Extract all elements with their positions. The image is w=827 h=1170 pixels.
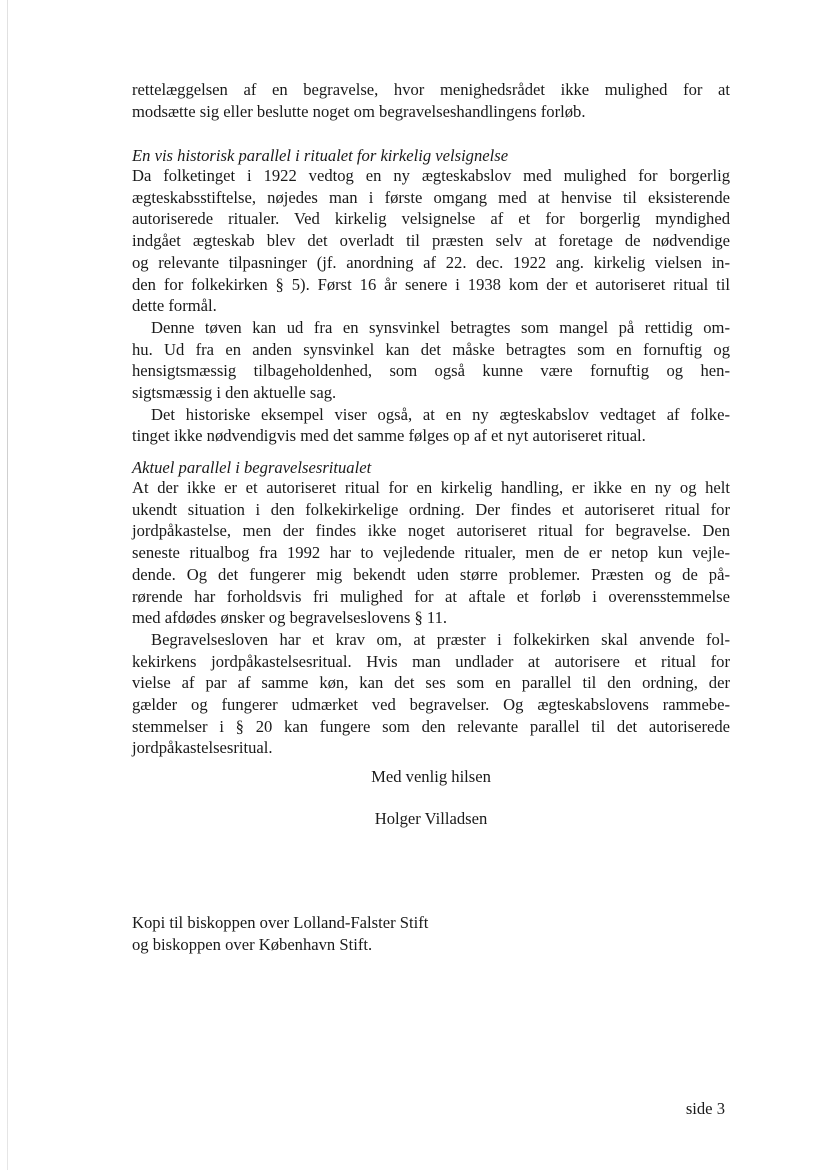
text-line: Kopi til biskoppen over Lolland-Falster Stift (132, 913, 429, 932)
text-line: indgået ægteskab blev det overladt til præsten selv at foretage de nødvendige (132, 231, 730, 251)
section-body-historical-parallel (132, 165, 730, 447)
text-line: stemmelser i § 20 kan fungere som den relevante parallel til det autoriserede (132, 716, 730, 736)
text-line: ukendt situation i den folkekirkelige ordning. Der findes et autoriseret ritual for (132, 499, 730, 519)
text-line: rettelæggelsen af en begravelse, hvor menighedsrådet ikke mulighed for at (132, 80, 730, 99)
text-line: ægteskabsstiftelse, nøjedes man i første omgang med at henvise til eksisterende (132, 187, 730, 207)
text-line: jordpåkastelse, men der findes ikke noget autoriseret ritual for begravelse. Den (132, 521, 730, 541)
section-heading-current-parallel: Aktuel parallel i begravelsesritualet (132, 458, 372, 477)
page-number: side 3 (685, 1099, 725, 1118)
text-line: Begravelsesloven har et krav om, at præster i folkekirken skal anvende fol- (151, 629, 730, 649)
text-line: tinget ikke nødvendigvis med det samme følges op af et nyt autoriseret ritual. (132, 426, 646, 446)
signature-name: Holger Villadsen (374, 809, 488, 828)
closing-greeting: Med venlig hilsen (371, 767, 491, 786)
text-line: med afdødes ønsker og begravelseslovens § 11. (132, 608, 448, 628)
text-line: sigtsmæssig i den aktuelle sag. (132, 383, 337, 403)
text-line: jordpåkastelsesritual. (132, 738, 273, 758)
text-line: Da folketinget i 1922 vedtog en ny ægteskabslov med mulighed for borgerlig (132, 166, 730, 185)
text-line: dette formål. (132, 296, 217, 316)
text-line: modsætte sig eller beslutte noget om begravelseshandlingens forløb. (132, 101, 586, 121)
text-line: rørende har forholdsvis fri mulighed for at aftale et forløb i overensstemmelse (132, 586, 730, 606)
text-line: og biskoppen over København Stift. (132, 934, 373, 954)
text-line: den for folkekirken § 5). Først 16 år senere i 1938 kom der et autoriseret ritual til (132, 274, 730, 294)
text-line: gælder og fungerer udmærket ved begravelser. Og ægteskabslovens rammebe- (132, 695, 730, 715)
text-line: At der ikke er et autoriseret ritual for en kirkelig handling, er ikke en ny og helt (132, 478, 730, 497)
section-heading-historical-parallel: En vis historisk parallel i ritualet for kirkelig velsignelse (132, 146, 509, 165)
text-line: hensigtsmæssig tilbageholdenhed, som også kunne være fornuftig og hen- (132, 361, 730, 381)
text-line: hu. Ud fra en anden synsvinkel kan det måske betragtes som en fornuftig og (132, 339, 730, 359)
text-line: autoriserede ritualer. Ved kirkelig velsignelse af et for borgerlig myndighed (132, 209, 730, 229)
text-line: seneste ritualbog fra 1992 har to vejledende ritualer, men de er netop kun vejle- (132, 543, 730, 563)
text-line: Det historiske eksempel viser også, at en ny ægteskabslov vedtaget af folke- (151, 404, 730, 424)
text-line: dende. Og det fungerer mig bekendt uden større problemer. Præsten og de på- (132, 564, 730, 584)
section-body-current-parallel (132, 477, 730, 759)
text-line: og relevante tilpasninger (jf. anordning af 22. dec. 1922 ang. kirkelig vielsen in- (132, 252, 730, 272)
text-line: kekirkens jordpåkastelsesritual. Hvis man undlader at autorisere et ritual for (132, 651, 730, 671)
copy-recipients (132, 912, 730, 955)
scan-edge-line (7, 0, 8, 1170)
text-line: Denne tøven kan ud fra en synsvinkel betragtes som mangel på rettidig om- (151, 317, 730, 337)
intro-paragraph (132, 79, 730, 122)
text-line: vielse af par af samme køn, kan det ses som en parallel til den ordning, der (132, 673, 730, 693)
